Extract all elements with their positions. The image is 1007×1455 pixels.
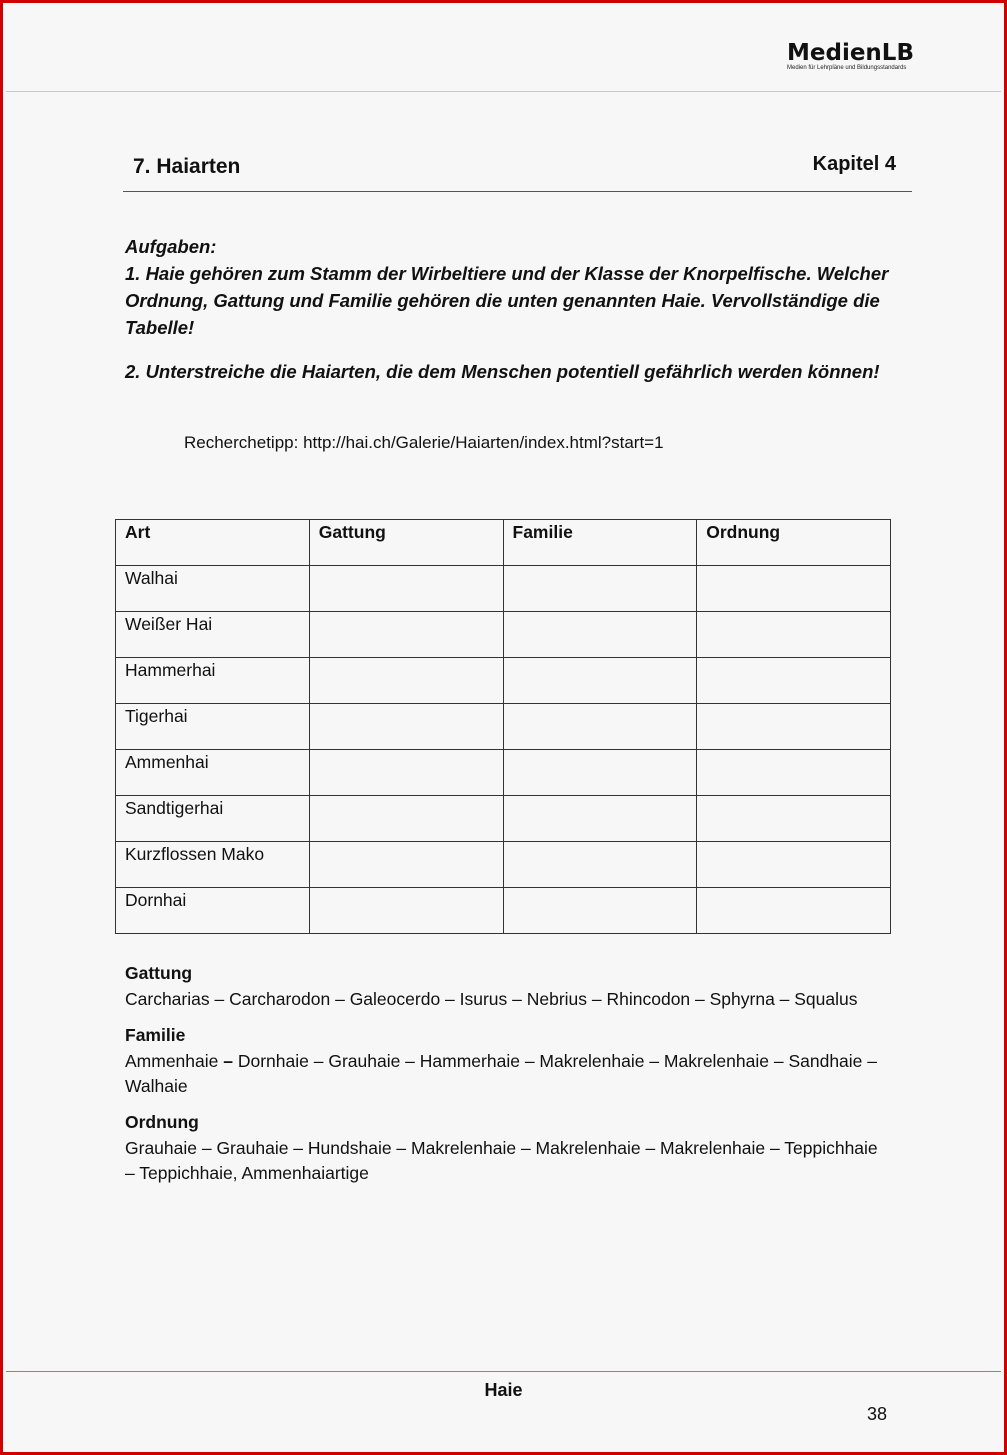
- shark-name-cell: Sandtigerhai: [116, 796, 310, 842]
- table-header-row: [116, 520, 891, 566]
- gattung-cell[interactable]: [309, 566, 503, 612]
- table-row: [116, 750, 891, 796]
- ordnung-cell[interactable]: [697, 750, 891, 796]
- logo-subtitle: Medien für Lehrpläne und Bildungsstandards: [787, 65, 907, 71]
- gattung-cell[interactable]: [309, 796, 503, 842]
- gattung-cell[interactable]: [309, 612, 503, 658]
- familie-cell[interactable]: [503, 888, 697, 934]
- familie-list: [125, 1023, 885, 1099]
- gattung-cell[interactable]: [309, 704, 503, 750]
- column-header-familie: Familie: [503, 520, 697, 566]
- footer-title: Haie: [484, 1380, 523, 1400]
- logo-title: MedienLB: [787, 40, 914, 66]
- table-row: [116, 612, 891, 658]
- familie-first-option: Ammenhaie: [125, 1051, 219, 1071]
- task-1: 1. Haie gehören zum Stamm der Wirbeltiere und der Klasse der Knorpelfische. Welcher Ordnung, Gattung und Familie gehören die unten genannten Haie. Vervollständige die Tabelle!: [125, 263, 889, 338]
- table-row: [116, 842, 891, 888]
- answer-lists: [125, 961, 885, 1197]
- familie-options: [125, 1049, 885, 1099]
- table-row: [116, 658, 891, 704]
- table-row: [116, 796, 891, 842]
- shark-name-cell: Walhai: [116, 566, 310, 612]
- chapter-label: Kapitel 4: [812, 153, 896, 175]
- gattung-cell[interactable]: [309, 888, 503, 934]
- column-header-gattung: Gattung: [309, 520, 503, 566]
- shark-name-cell: Ammenhai: [116, 750, 310, 796]
- header-divider: [6, 91, 1001, 92]
- ordnung-list: [125, 1110, 885, 1186]
- table-row: [116, 704, 891, 750]
- medienlb-logo: [787, 41, 927, 72]
- tasks-block: [125, 233, 895, 385]
- familie-label: Familie: [125, 1025, 186, 1045]
- familie-cell[interactable]: [503, 796, 697, 842]
- title-divider: [123, 191, 912, 192]
- ordnung-cell[interactable]: [697, 704, 891, 750]
- shark-name-cell: Hammerhai: [116, 658, 310, 704]
- task-2: 2. Unterstreiche die Haiarten, die dem Menschen potentiell gefährlich werden können!: [125, 361, 880, 382]
- ordnung-cell[interactable]: [697, 658, 891, 704]
- table-row: [116, 888, 891, 934]
- ordnung-cell[interactable]: [697, 796, 891, 842]
- research-tip: Recherchetipp: http://hai.ch/Galerie/Haiarten/index.html?start=1: [184, 433, 664, 452]
- shark-name-cell: Weißer Hai: [116, 612, 310, 658]
- gattung-cell[interactable]: [309, 750, 503, 796]
- gattung-label: Gattung: [125, 963, 193, 983]
- familie-cell[interactable]: [503, 658, 697, 704]
- ordnung-cell[interactable]: [697, 888, 891, 934]
- column-header-art: Art: [116, 520, 310, 566]
- familie-cell[interactable]: [503, 750, 697, 796]
- ordnung-cell[interactable]: [697, 842, 891, 888]
- page-number: 38: [867, 1404, 888, 1424]
- familie-bold-dash: –: [218, 1051, 238, 1071]
- shark-table: [115, 519, 891, 934]
- familie-cell[interactable]: [503, 704, 697, 750]
- footer-divider: [6, 1371, 1001, 1372]
- familie-cell[interactable]: [503, 612, 697, 658]
- shark-name-cell: Kurzflossen Mako: [116, 842, 310, 888]
- familie-cell[interactable]: [503, 566, 697, 612]
- table-row: [116, 566, 891, 612]
- gattung-list: [125, 961, 885, 1012]
- ordnung-label: Ordnung: [125, 1112, 199, 1132]
- section-title: 7. Haiarten: [133, 155, 241, 178]
- column-header-ordnung: Ordnung: [697, 520, 891, 566]
- ordnung-options: Grauhaie – Grauhaie – Hundshaie – Makrelenhaie – Makrelenhaie – Makrelenhaie – Teppichhaie – Teppichhaie, Ammenhaiartige: [125, 1138, 878, 1183]
- gattung-cell[interactable]: [309, 842, 503, 888]
- ordnung-cell[interactable]: [697, 612, 891, 658]
- shark-name-cell: Dornhai: [116, 888, 310, 934]
- familie-cell[interactable]: [503, 842, 697, 888]
- tasks-heading: Aufgaben:: [125, 236, 217, 257]
- gattung-options: Carcharias – Carcharodon – Galeocerdo – Isurus – Nebrius – Rhincodon – Sphyrna – Squalus: [125, 989, 858, 1009]
- familie-remaining-options: Dornhaie – Grauhaie – Hammerhaie – Makrelenhaie – Makrelenhaie – Sandhaie – Walhaie: [125, 1051, 877, 1096]
- shark-name-cell: Tigerhai: [116, 704, 310, 750]
- ordnung-cell[interactable]: [697, 566, 891, 612]
- gattung-cell[interactable]: [309, 658, 503, 704]
